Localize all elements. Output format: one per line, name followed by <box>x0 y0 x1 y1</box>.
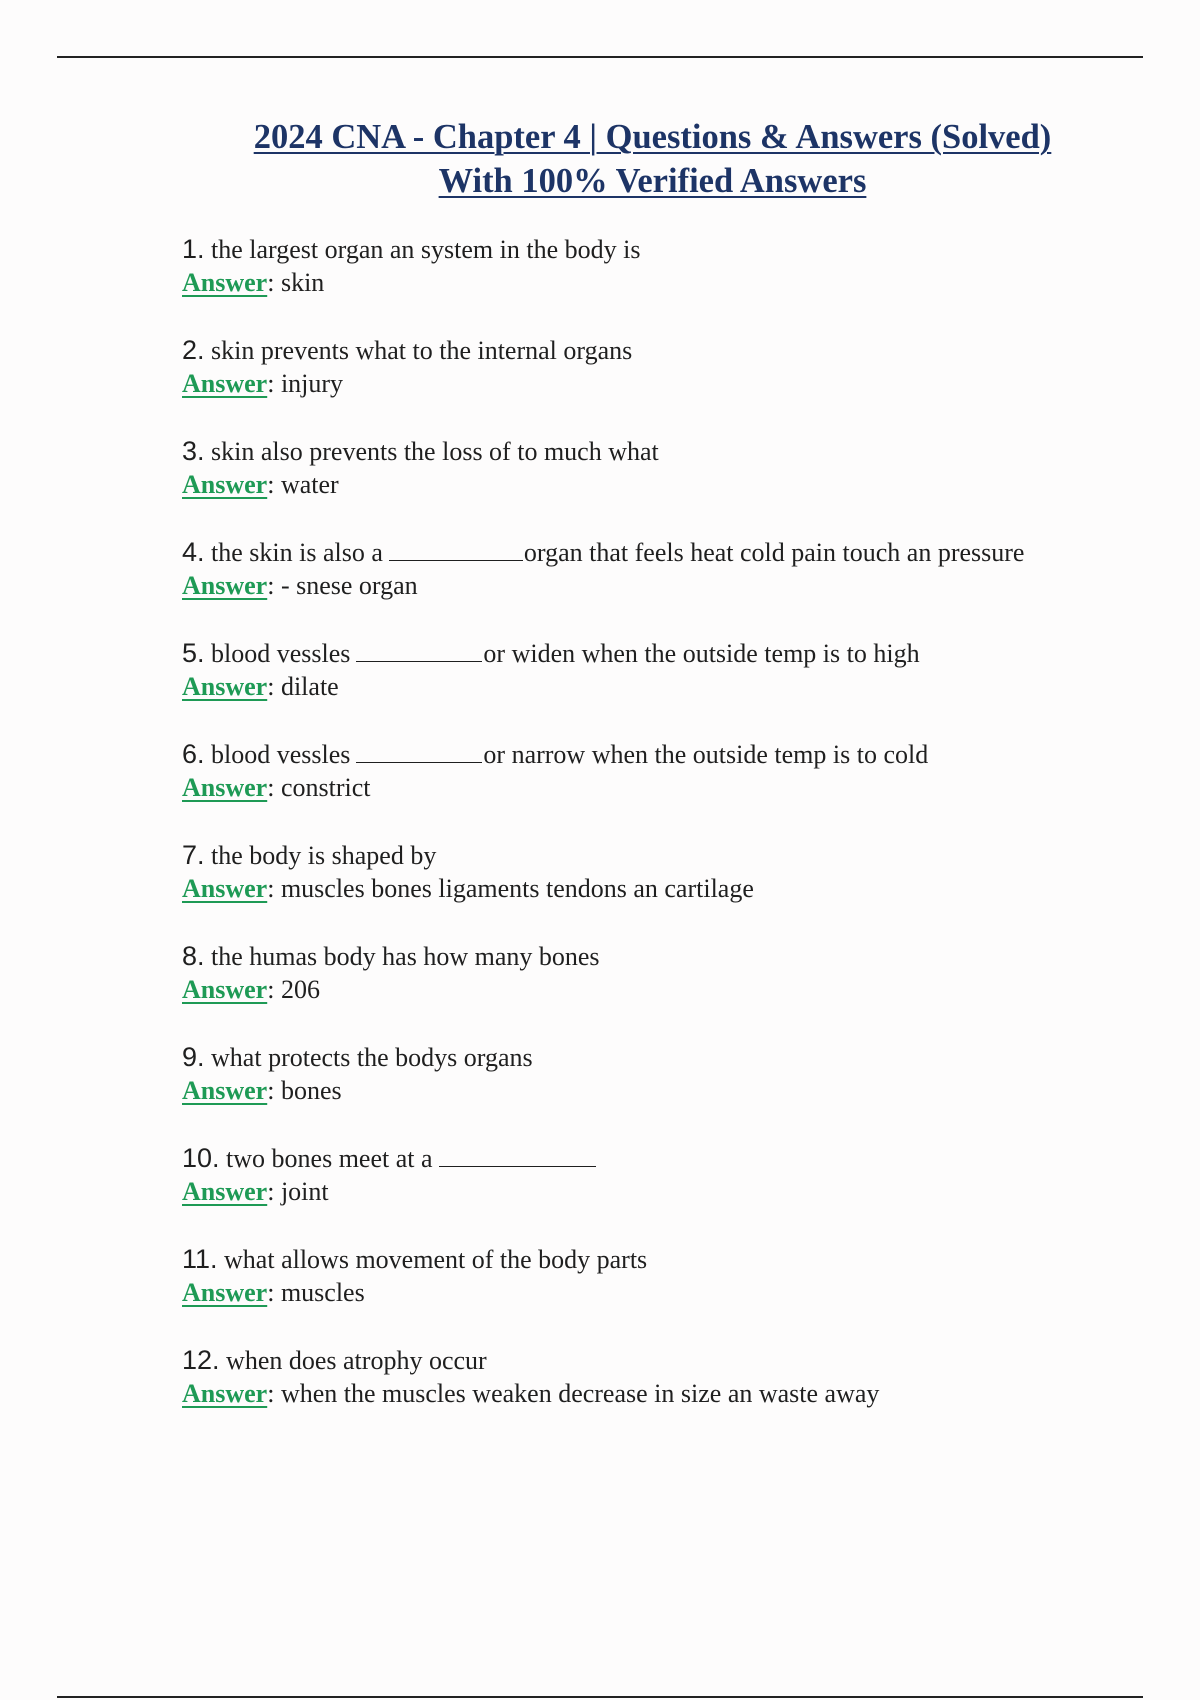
question-text: the skin is also a <box>211 538 383 567</box>
question-number: 8. <box>182 941 205 971</box>
answer: Answer: skin <box>182 268 325 297</box>
question-text: the humas body has how many bones <box>211 942 600 971</box>
question-number: 4. <box>182 537 205 567</box>
qa-item-6 <box>182 737 1182 838</box>
answer-label: Answer <box>182 975 268 1004</box>
answer-label: Answer <box>182 1177 268 1206</box>
answer-text: constrict <box>280 773 371 802</box>
question <box>182 939 1182 974</box>
fill-in-blank <box>356 641 482 662</box>
question-number: 1. <box>182 234 205 264</box>
title-line-1: 2024 CNA - Chapter 4 | Questions & Answers (Solved) <box>253 118 1052 156</box>
question <box>182 636 1182 671</box>
answer-text: skin <box>280 268 325 297</box>
question-text: what protects the bodys organs <box>211 1043 533 1072</box>
question-text-after: organ that feels heat cold pain touch an pressure <box>523 538 1025 567</box>
fill-in-blank <box>356 742 482 763</box>
answer-label: Answer <box>182 571 268 600</box>
qa-item-10 <box>182 1141 1182 1242</box>
question-text-after: or narrow when the outside temp is to cold <box>483 740 929 769</box>
answer-label: Answer <box>182 369 268 398</box>
qa-item-5 <box>182 636 1182 737</box>
qa-list <box>182 232 1182 1444</box>
question-text: skin prevents what to the internal organs <box>211 336 633 365</box>
qa-item-7 <box>182 838 1182 939</box>
answer: Answer: - snese organ <box>182 571 418 600</box>
answer-text: - snese organ <box>280 571 418 600</box>
question-number: 6. <box>182 739 205 769</box>
question-text: two bones meet at a <box>226 1144 433 1173</box>
answer-text: bones <box>280 1076 342 1105</box>
question-text: blood vessles <box>211 740 351 769</box>
answer-label: Answer <box>182 1278 268 1307</box>
question <box>182 232 1182 267</box>
question-text: blood vessles <box>211 639 351 668</box>
question <box>182 1242 1182 1277</box>
answer: Answer: dilate <box>182 672 339 701</box>
question <box>182 535 1182 570</box>
top-rule <box>57 56 1143 58</box>
bottom-rule <box>57 1696 1143 1698</box>
answer: Answer: constrict <box>182 773 371 802</box>
question-number: 11. <box>182 1244 218 1274</box>
answer-text: joint <box>280 1177 329 1206</box>
answer-label: Answer <box>182 268 268 297</box>
title-line-2: With 100% Verified Answers <box>438 162 867 200</box>
question-number: 10. <box>182 1143 220 1173</box>
question-text: the largest organ an system in the body is <box>211 235 641 264</box>
answer-label: Answer <box>182 773 268 802</box>
qa-item-4 <box>182 535 1182 636</box>
question-number: 9. <box>182 1042 205 1072</box>
answer-text: muscles <box>280 1278 365 1307</box>
fill-in-blank <box>439 1146 596 1167</box>
answer-label: Answer <box>182 1076 268 1105</box>
question-text: the body is shaped by <box>211 841 437 870</box>
answer: Answer: muscles bones ligaments tendons an cartilage <box>182 874 754 903</box>
question-text: when does atrophy occur <box>226 1346 487 1375</box>
question-number: 12. <box>182 1345 220 1375</box>
question <box>182 1343 1182 1378</box>
answer-text: muscles bones ligaments tendons an cartilage <box>280 874 754 903</box>
question <box>182 838 1182 873</box>
question-number: 5. <box>182 638 205 668</box>
qa-item-1 <box>182 232 1182 333</box>
answer-label: Answer <box>182 470 268 499</box>
answer-label: Answer <box>182 874 268 903</box>
answer: Answer: water <box>182 470 339 499</box>
answer-text: 206 <box>280 975 320 1004</box>
question <box>182 1040 1182 1075</box>
answer-text: water <box>280 470 339 499</box>
answer: Answer: injury <box>182 369 344 398</box>
answer: Answer: 206 <box>182 975 320 1004</box>
qa-item-3 <box>182 434 1182 535</box>
answer: Answer: when the muscles weaken decrease in size an waste away <box>182 1379 880 1408</box>
question <box>182 737 1182 772</box>
fill-in-blank <box>389 540 523 561</box>
question-number: 3. <box>182 436 205 466</box>
answer-text: when the muscles weaken decrease in size an waste away <box>280 1379 880 1408</box>
question-number: 2. <box>182 335 205 365</box>
answer-text: injury <box>280 369 344 398</box>
question-text: what allows movement of the body parts <box>224 1245 648 1274</box>
qa-item-9 <box>182 1040 1182 1141</box>
answer: Answer: muscles <box>182 1278 365 1307</box>
answer-label: Answer <box>182 1379 268 1408</box>
qa-item-11 <box>182 1242 1182 1343</box>
answer: Answer: joint <box>182 1177 329 1206</box>
question <box>182 333 1182 368</box>
question-text-after: or widen when the outside temp is to high <box>483 639 920 668</box>
answer: Answer: bones <box>182 1076 342 1105</box>
question <box>182 434 1182 469</box>
question <box>182 1141 1182 1176</box>
qa-item-8 <box>182 939 1182 1040</box>
qa-item-2 <box>182 333 1182 434</box>
question-number: 7. <box>182 840 205 870</box>
qa-item-12 <box>182 1343 1182 1444</box>
document-title <box>140 115 1165 203</box>
question-text: skin also prevents the loss of to much what <box>211 437 659 466</box>
answer-label: Answer <box>182 672 268 701</box>
answer-text: dilate <box>280 672 339 701</box>
